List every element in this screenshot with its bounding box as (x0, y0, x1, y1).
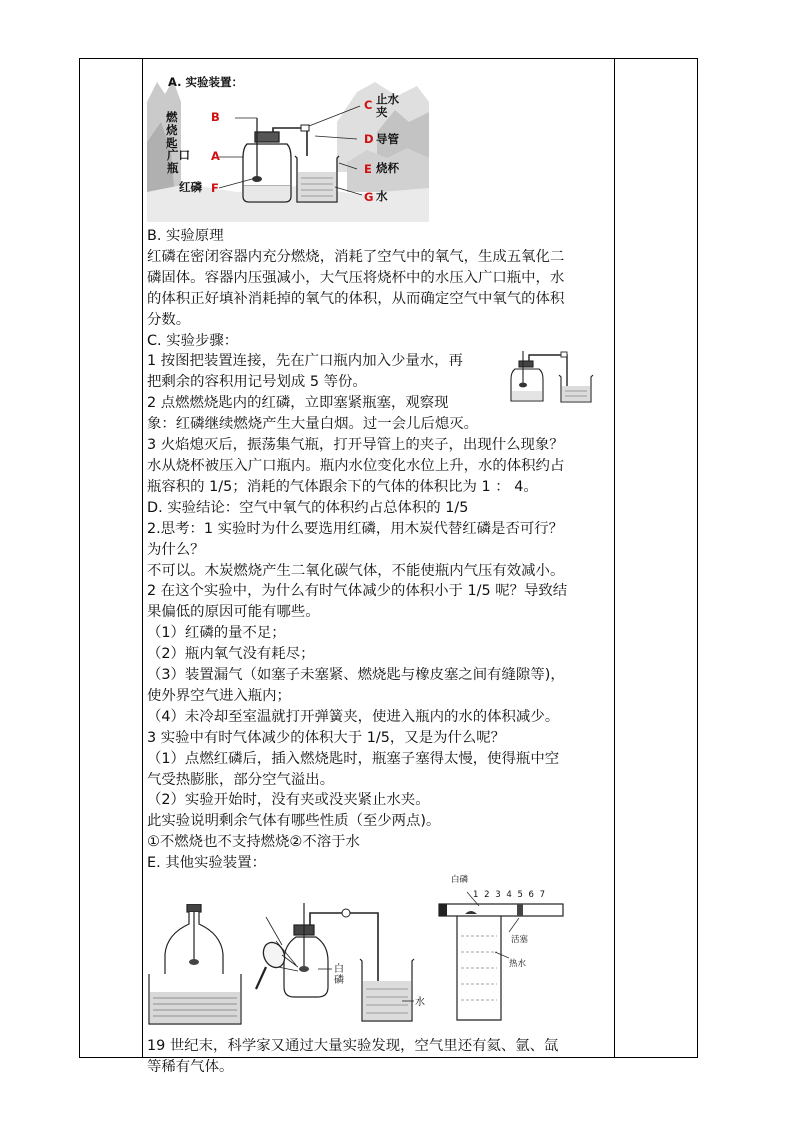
section-d-line: 使外界空气进入瓶内； (147, 687, 291, 704)
section-c-line: 1 按图把装置连接，先在广口瓶内加入少量水，再 (147, 353, 463, 370)
section-b-line: 的体积正好填补消耗掉的氧气的体积，从而确定空气中氧气的体积 (147, 290, 565, 307)
apparatus-figure (147, 62, 429, 222)
section-c-line: 象：红磷继续燃烧产生大量白烟。过一会儿后熄灭。 (147, 416, 478, 433)
fig3-label-piston: 活塞 (511, 935, 529, 946)
section-d-line: （1）红磷的量不足； (147, 625, 286, 642)
label-e: E (364, 162, 372, 176)
fig2-label-phosphorus: 白磷 (334, 964, 344, 987)
section-d-line: 为什么？ (147, 541, 205, 558)
section-d-line: ①不燃烧也不支持燃烧②不溶于水 (147, 834, 360, 851)
magnifier-apparatus-figure (250, 897, 420, 1027)
label-water: 水 (376, 189, 388, 203)
small-apparatus-figure (505, 339, 605, 405)
section-d-line: （3）装置漏气（如塞子未塞紧、燃烧匙与橡皮塞之间有缝隙等)， (147, 667, 565, 684)
content-cell (147, 62, 613, 1078)
label-beaker: 烧杯 (376, 161, 399, 175)
section-e-title: E. 其他实验装置： (147, 855, 266, 872)
section-d-line: （1）点燃红磷后，插入燃烧匙时，瓶塞子塞得太慢，使得瓶中空 (147, 750, 560, 767)
label-spoon: 燃烧匙 (166, 110, 178, 150)
label-phosphorus: 红磷 (179, 180, 202, 194)
column-divider-left (142, 59, 143, 1057)
section-b-line: 分数。 (147, 311, 191, 328)
label-d: D (364, 132, 374, 146)
section-c-line: 3 火焰熄灭后，振荡集气瓶，打开导管上的夹子，出现什么现象？ (147, 437, 564, 454)
section-d-line: 2.思考：1 实验时为什么要选用红磷，用木炭代替红磷是否可行？ (147, 520, 564, 537)
section-d-line: 3 实验中有时气体减少的体积大于 1/5，又是为什么呢？ (147, 729, 506, 746)
section-d-line: 此实验说明剩余气体有哪些性质（至少两点)。 (147, 813, 441, 830)
bell-jar-figure (147, 904, 243, 1028)
section-d-line: 果偏低的原因可能有哪些。 (147, 604, 320, 621)
label-clamp: 止水夹 (376, 92, 399, 119)
section-d-line: （4）未冷却至室温就打开弹簧夹，使进入瓶内的水的体积减少。 (147, 708, 560, 725)
section-b-title: B. 实验原理 (147, 228, 224, 244)
label-a: A (211, 149, 220, 163)
label-f: F (211, 181, 219, 195)
section-c-line: 水从烧杯被压入广口瓶内。瓶内水位变化水位上升，水的体积约占 (147, 457, 565, 474)
section-b-line: 磷固体。容器内压强减小，大气压将烧杯中的水压入广口瓶中，水 (147, 269, 565, 286)
figure-title: A. 实验装置： (168, 75, 243, 89)
section-d-line: （2）瓶内氧气没有耗尽； (147, 646, 315, 663)
section-d-line: 不可以。木炭燃烧产生二氧化碳气体，不能使瓶内气压有效减小。 (147, 562, 565, 579)
section-c-line: 把剩余的容积用记号划成 5 等份。 (147, 374, 367, 391)
section-d-line: （2）实验开始时，没有夹或没夹紧止水夹。 (147, 792, 430, 809)
fig3-label-hot-water: 热水 (509, 959, 527, 970)
section-d-line: D. 实验结论：空气中氧气的体积约占总体积的 1/5 (147, 499, 469, 516)
section-d-line: 2 在这个实验中，为什么有时气体减少的体积小于 1/5 呢？导致结 (147, 583, 568, 600)
label-bottle: 广口瓶 (167, 148, 190, 175)
fig2-label-water: 水 (415, 997, 425, 1009)
ending-line: 等稀有气体。 (147, 1059, 234, 1075)
label-g: G (364, 190, 374, 204)
section-b-line: 红磷在密闭容器内充分燃烧，消耗了空气中的氧气，生成五氧化二 (147, 248, 565, 265)
ending-line: 19 世纪末，科学家又通过大量实验发现，空气里还有氦、氩、氙 (147, 1038, 559, 1055)
label-c: C (364, 98, 373, 112)
section-c-line: 瓶容积的 1/5；消耗的气体跟余下的气体的体积比为 1 ： 4。 (147, 478, 538, 495)
other-apparatus-figures (147, 874, 613, 1034)
label-b: B (211, 110, 220, 124)
fig3-label-white-phosphorus: 白磷 (451, 875, 469, 886)
section-c (147, 331, 613, 498)
section-c-title: C. 实验步骤： (147, 332, 239, 349)
section-d-line: 气受热膨胀，部分空气溢出。 (147, 771, 335, 788)
label-tube: 导管 (376, 132, 399, 146)
section-c-line: 2 点燃燃烧匙内的红磷，立即塞紧瓶塞，观察现 (147, 395, 449, 412)
column-divider-right (614, 59, 615, 1057)
fig3-label-scale: 1 2 3 4 5 6 7 (473, 890, 547, 901)
